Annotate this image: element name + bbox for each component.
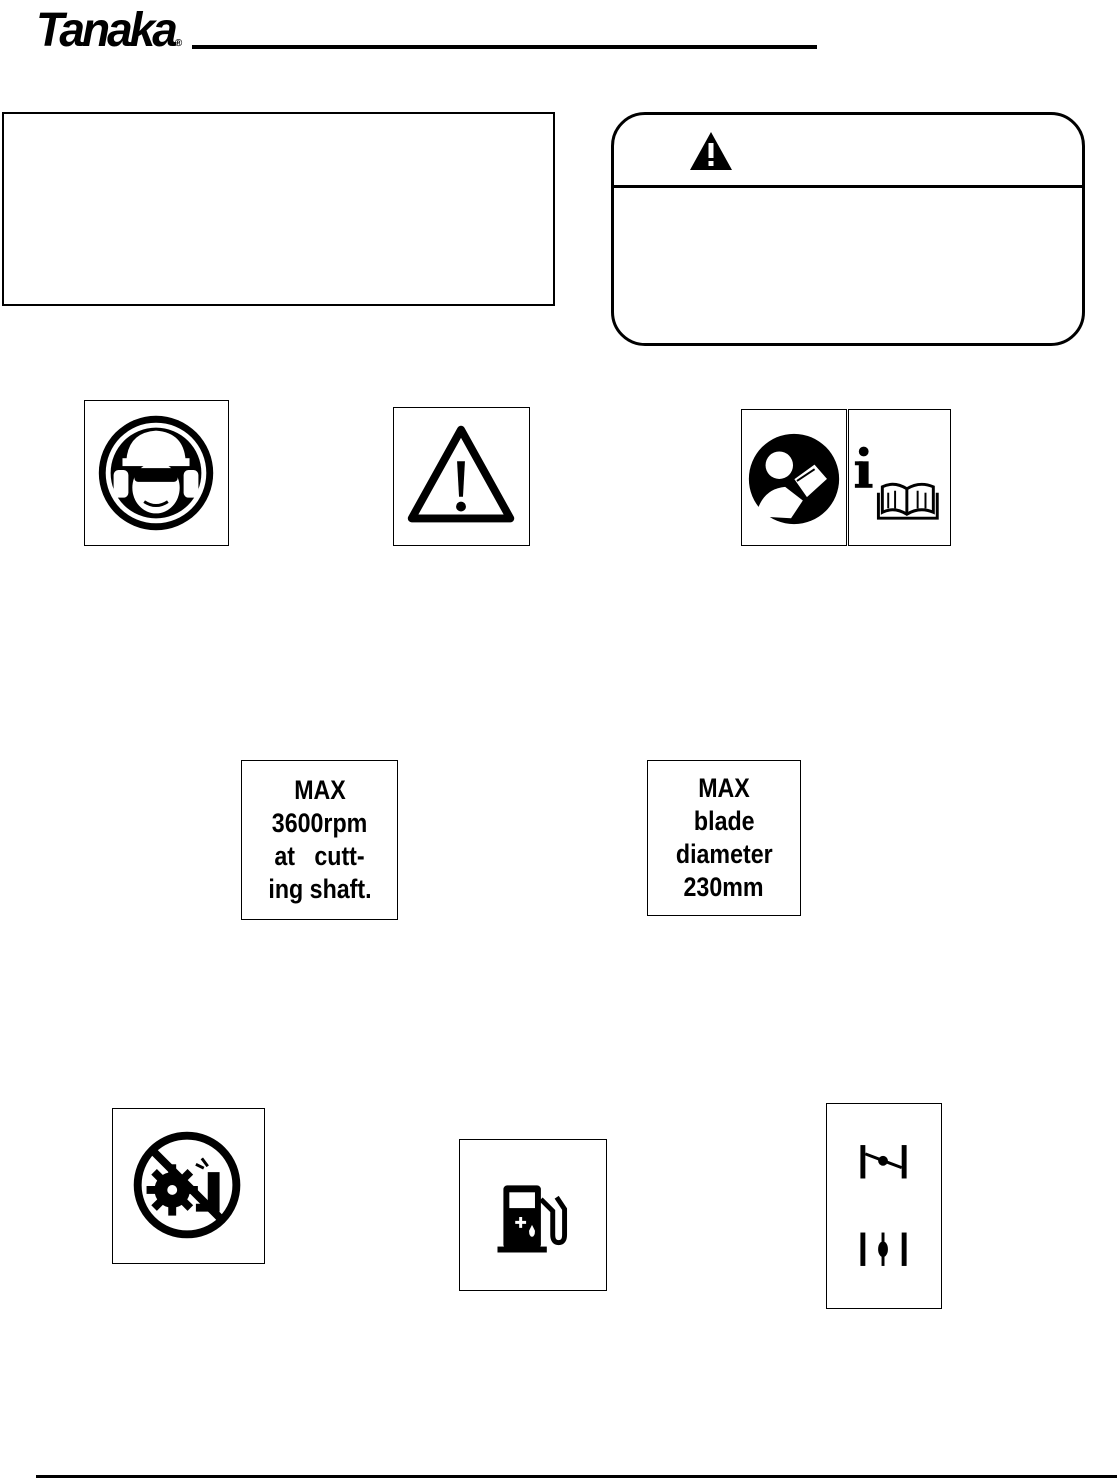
label-caution: [393, 407, 530, 546]
label-fuel: [459, 1139, 607, 1291]
warning-triangle-icon: [688, 130, 734, 172]
max-blade-line-4: 230mm: [683, 872, 765, 902]
max-rpm-line-3: at cutt-: [274, 841, 365, 871]
label-info-book: [848, 409, 951, 546]
warning-box: [611, 112, 1085, 346]
max-blade-line-2: blade: [693, 806, 755, 836]
caution-triangle-icon: [394, 408, 529, 545]
label-max-rpm: [241, 760, 398, 920]
no-blade-contact-icon: [113, 1109, 264, 1263]
tanaka-logo: [36, 1, 183, 57]
info-book-icon: [849, 410, 950, 545]
label-head-protection: [84, 400, 229, 546]
footer-rule: [36, 1475, 1117, 1478]
max-rpm-line-2: 3600rpm: [271, 808, 368, 838]
head-protection-icon: [85, 401, 228, 545]
brand-name: Tanaka: [36, 1, 175, 57]
label-no-blade-contact: [112, 1108, 265, 1264]
max-rpm-line-1: MAX: [293, 775, 346, 805]
read-manual-icon: [742, 410, 846, 545]
fuel-pump-icon: [460, 1140, 606, 1290]
max-blade-line-1: MAX: [698, 773, 750, 803]
warning-divider: [614, 185, 1082, 188]
label-max-blade: [647, 760, 801, 916]
choke-lever-icon: [827, 1104, 941, 1308]
header-rule: [192, 45, 817, 49]
label-choke: [826, 1103, 942, 1309]
max-rpm-line-4: ing shaft.: [267, 874, 372, 904]
label-read-manual: [741, 409, 847, 546]
max-blade-line-3: diameter: [675, 839, 773, 869]
notice-box: [2, 112, 555, 306]
registered-mark: ®: [174, 37, 183, 49]
